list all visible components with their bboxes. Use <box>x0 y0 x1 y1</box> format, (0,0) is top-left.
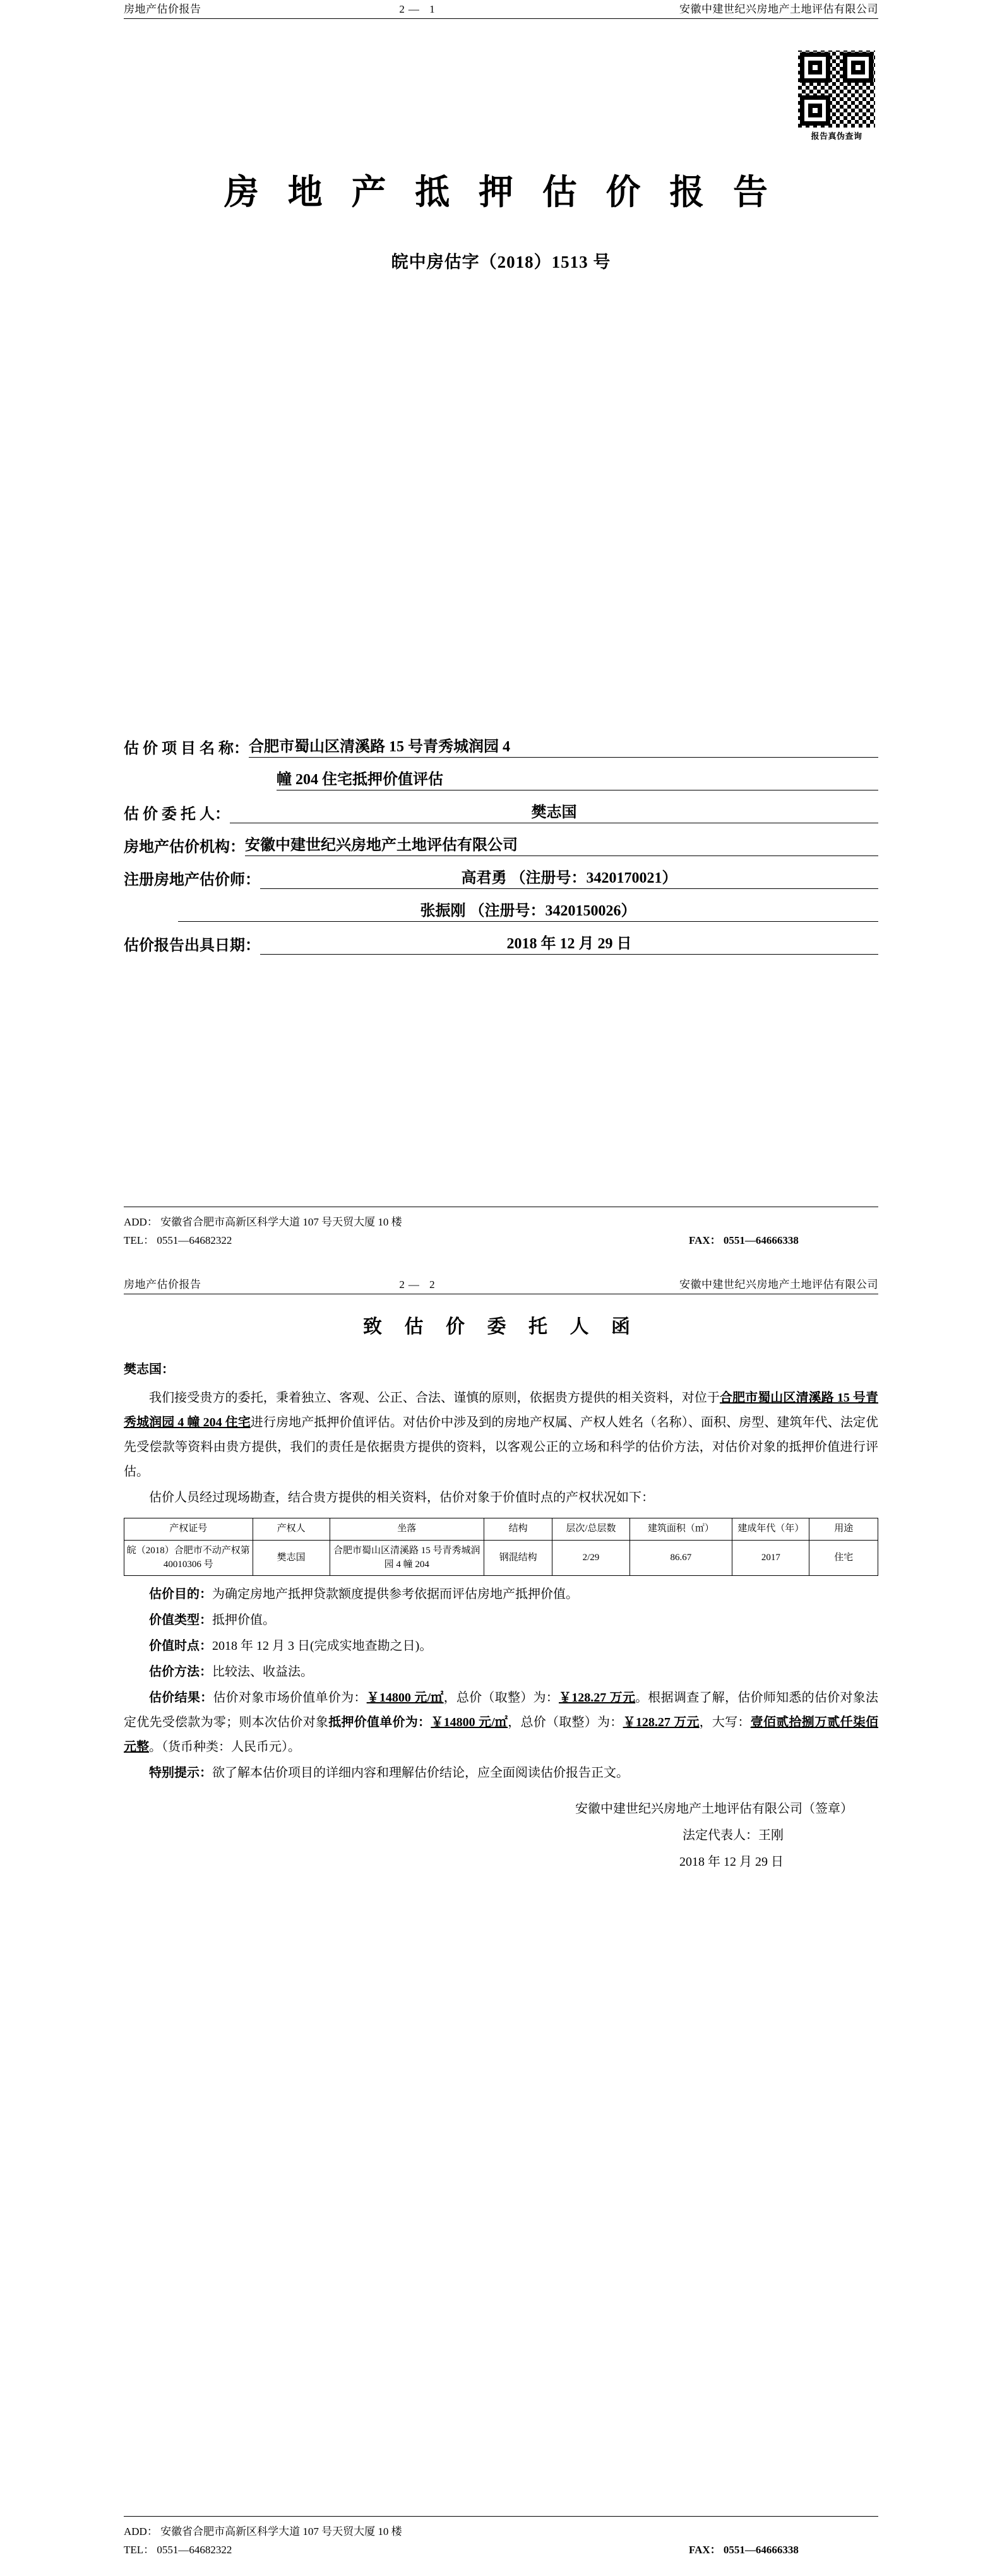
field-issue-date-label: 估价报告出具日期： <box>124 938 260 954</box>
letter-sheet <box>0 1275 1002 2576</box>
result-part-g: 。（货币种类：人民币元）。 <box>149 1740 301 1755</box>
running-header-right: 安徽中建世纪兴房地产土地评估有限公司 <box>679 3 878 15</box>
paragraph-ownership-intro: 估价人员经过现场勘查，结合贵方提供的相关资料，估价对象于价值时点的产权状况如下： <box>149 1491 654 1505</box>
field-appraiser-label: 注册房地产估价师： <box>124 872 260 888</box>
th-area: 建筑面积（㎡） <box>629 1518 732 1541</box>
time-point-value: 2018 年 12 月 3 日(完成实地查勘之日)。 <box>212 1639 432 1654</box>
running-header-left: 房地产估价报告 <box>124 3 201 15</box>
field-project-name-cont <box>124 766 878 790</box>
result-label: 估价结果： <box>149 1691 213 1705</box>
field-issue-date <box>124 931 878 955</box>
result-part-c: 。根据调查了解，估价师知悉的估价对象法定优先受偿款为零；则本次估价对象 <box>124 1691 879 1730</box>
running-header-left-2: 房地产估价报告 <box>124 1279 201 1291</box>
th-floor: 层次/总层数 <box>552 1518 629 1541</box>
qr-code-icon[interactable] <box>798 51 875 128</box>
paragraph-time-point <box>124 1634 878 1659</box>
footer-address-row <box>124 1213 878 1232</box>
paragraph-notice <box>124 1761 878 1786</box>
footer-contact-row <box>124 1232 878 1250</box>
th-cert-no: 产权证号 <box>124 1518 253 1541</box>
th-structure: 结构 <box>484 1518 552 1541</box>
result-part-a: 估价对象市场价值单价为： <box>213 1691 367 1705</box>
cover-fields <box>124 734 878 955</box>
signature-block <box>124 1796 878 1875</box>
td-use: 住宅 <box>809 1540 878 1576</box>
paragraph-purpose <box>124 1582 878 1607</box>
footer-tel-2: TEL： 0551—64682322 <box>124 2544 232 2556</box>
field-project-name <box>124 734 878 758</box>
letter-footer-wrap <box>0 2516 1002 2560</box>
footer-contact-row-2 <box>124 2541 878 2560</box>
footer-fax: FAX： 0551—64666338 <box>689 1234 799 1247</box>
field-agency <box>124 832 878 856</box>
notice-label: 特别提示： <box>149 1766 212 1780</box>
method-value: 比较法、收益法。 <box>212 1665 313 1679</box>
property-table <box>124 1518 878 1576</box>
td-structure: 钢混结构 <box>484 1540 552 1576</box>
field-project-name-value-line2[interactable]: 幢 204 住宅抵押价值评估 <box>277 766 878 790</box>
footer-address-row-2 <box>124 2523 878 2541</box>
running-header-letter <box>124 1275 878 1294</box>
purpose-label: 估价目的： <box>149 1587 212 1602</box>
td-year: 2017 <box>732 1540 809 1576</box>
cover-footer <box>124 1207 878 1250</box>
field-appraiser-1 <box>124 865 878 889</box>
field-agency-value[interactable]: 安徽中建世纪兴房地产土地评估有限公司 <box>245 832 878 856</box>
paragraph-value-type <box>124 1608 878 1633</box>
result-part-f: ，大写： <box>699 1715 751 1730</box>
running-header-page: 2— 1 <box>399 3 439 15</box>
field-agency-label: 房地产估价机构： <box>124 839 245 856</box>
paragraph-method <box>124 1660 878 1685</box>
td-owner: 樊志国 <box>253 1540 330 1576</box>
signature-legal-rep: 法定代表人：王刚 <box>683 1828 784 1843</box>
result-unit-price-mortgage: ￥14800 元/㎡ <box>431 1715 508 1730</box>
result-total-price-mortgage: ￥128.27 万元 <box>623 1715 700 1730</box>
table-header-row <box>124 1518 878 1541</box>
paragraph-result <box>124 1686 878 1760</box>
field-appraiser-1-value[interactable]: 高君勇 （注册号：3420170021） <box>260 865 878 889</box>
running-header-page-2: 2— 2 <box>399 1279 439 1291</box>
report-number: 皖中房估字（2018）1513 号 <box>391 253 611 271</box>
qr-code-block <box>795 51 878 141</box>
footer-address: ADD： 安徽省合肥市高新区科学大道 107 号天贸大厦 10 楼 <box>124 1216 402 1229</box>
field-appraiser-2 <box>124 898 878 922</box>
th-use: 用途 <box>809 1518 878 1541</box>
value-type-value: 抵押价值。 <box>212 1613 275 1628</box>
field-project-name-label: 估 价 项 目 名 称： <box>124 741 249 757</box>
th-owner: 产权人 <box>253 1518 330 1541</box>
result-unit-price-market: ￥14800 元/㎡ <box>366 1691 444 1705</box>
qr-caption: 报告真伪查询 <box>811 131 862 141</box>
letter-title: 致 估 价 委 托 人 函 <box>363 1316 639 1337</box>
td-area: 86.67 <box>629 1540 732 1576</box>
method-label: 估价方法： <box>149 1665 212 1679</box>
p1-part-b: 进行房地产抵押价值评估。对估价中涉及到的房地产权属、产权人姓名（名称）、面积、房型、建筑年代、法定优先受偿款等资料由贵方提供，我们的责任是依据贵方提供的资料，以客观公正的立场和科学的估价方法，对估价对象的抵押价值进行评估。 <box>124 1416 879 1479</box>
td-location: 合肥市蜀山区清溪路 15 号青秀城润园 4 幢 204 <box>330 1540 484 1576</box>
field-client <box>124 799 878 823</box>
time-point-label: 价值时点： <box>149 1639 212 1654</box>
cover-sheet <box>0 0 1002 1275</box>
notice-value: 欲了解本估价项目的详细内容和理解估价结论，应全面阅读估价报告正文。 <box>212 1766 629 1780</box>
td-cert-no: 皖（2018）合肥市不动产权第 40010306 号 <box>124 1540 253 1576</box>
salutation: 樊志国： <box>124 1363 174 1376</box>
purpose-value: 为确定房地产抵押贷款额度提供参考依据而评估房地产抵押价值。 <box>212 1587 578 1602</box>
footer-cover <box>124 1207 878 1250</box>
result-amount-words: 壹佰贰拾捌万贰仟柒佰元整 <box>124 1715 879 1755</box>
field-client-value[interactable]: 樊志国 <box>230 799 878 823</box>
p1-property-underline: 合肥市蜀山区清溪路 15 号青秀城润园 4 幢 204 住宅 <box>124 1391 879 1429</box>
value-type-label: 价值类型： <box>149 1613 212 1628</box>
signature-date: 2018 年 12 月 29 日 <box>679 1855 784 1869</box>
th-year: 建成年代（年） <box>732 1518 809 1541</box>
th-location: 坐落 <box>330 1518 484 1541</box>
letter-body <box>124 1357 878 1875</box>
running-header-right-2: 安徽中建世纪兴房地产土地评估有限公司 <box>679 1279 878 1291</box>
result-total-price-market: ￥128.27 万元 <box>559 1691 636 1705</box>
paragraph-commission <box>124 1386 878 1484</box>
result-part-b: ，总价（取整）为： <box>443 1691 559 1705</box>
p1-part-a: 我们接受贵方的委托，秉着独立、客观、公正、合法、谨慎的原则，依据贵方提供的相关资料，对位于 <box>149 1391 720 1405</box>
field-appraiser-2-value[interactable]: 张振刚 （注册号：3420150026） <box>178 898 878 922</box>
footer-fax-2: FAX： 0551—64666338 <box>689 2544 799 2556</box>
running-header-cover <box>124 0 878 19</box>
field-client-label: 估 价 委 托 人： <box>124 806 230 823</box>
page-title: 房 地 产 抵 押 估 价 报 告 <box>224 173 778 212</box>
field-issue-date-value[interactable]: 2018 年 12 月 29 日 <box>260 931 878 955</box>
result-part-d: 抵押价值单价为： <box>328 1715 431 1730</box>
footer-address-2: ADD： 安徽省合肥市高新区科学大道 107 号天贸大厦 10 楼 <box>124 2525 402 2538</box>
field-project-name-value[interactable]: 合肥市蜀山区清溪路 15 号青秀城润园 4 <box>249 734 878 758</box>
td-floor: 2/29 <box>552 1540 629 1576</box>
result-part-e: ，总价（取整）为： <box>508 1715 623 1730</box>
table-row <box>124 1540 878 1576</box>
signature-company: 安徽中建世纪兴房地产土地评估有限公司（签章） <box>575 1802 853 1816</box>
footer-tel: TEL： 0551—64682322 <box>124 1234 232 1247</box>
footer-letter <box>124 2516 878 2560</box>
